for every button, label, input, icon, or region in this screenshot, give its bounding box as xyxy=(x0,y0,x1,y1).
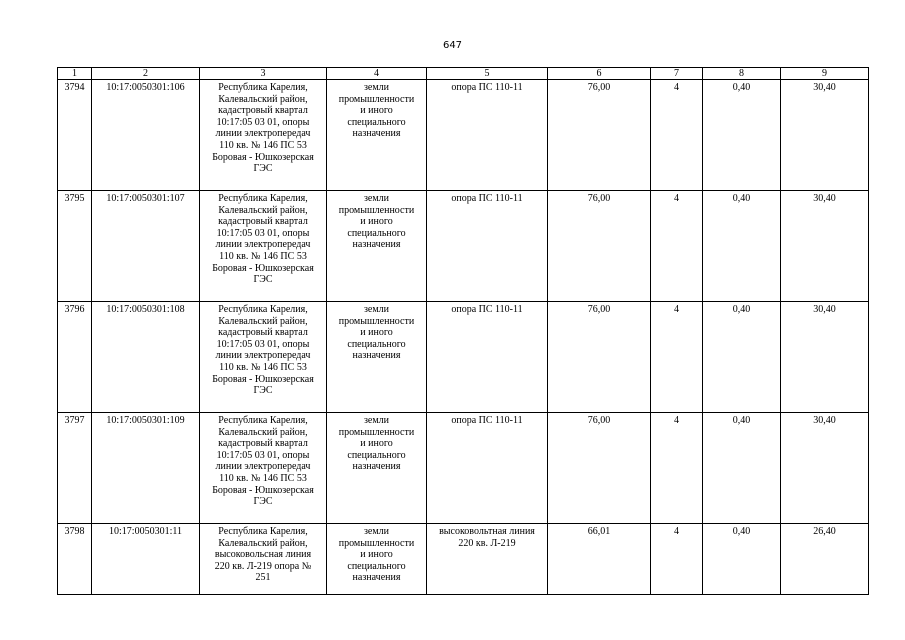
land-category-cell-line: назначения xyxy=(352,572,401,584)
location-cell-line: 110 кв. № 146 ПС 53 xyxy=(219,472,307,484)
location-cell-line: Боровая - Юшкозерская xyxy=(212,151,314,163)
location-cell-line: ГЭС xyxy=(253,385,273,397)
location-cell-line: Республика Карелия, xyxy=(218,193,308,204)
object-cell: опора ПС 110-11 xyxy=(427,80,548,191)
land-category-cell-line: земли xyxy=(363,526,390,537)
land-category-cell-line: назначения xyxy=(352,350,401,362)
location-cell-line: Калевальский район, xyxy=(218,426,308,438)
area-cell: 76,00 xyxy=(548,191,651,302)
cadastral-number-cell: 10:17:0050301:107 xyxy=(92,191,200,302)
location-cell-line: Калевальский район, xyxy=(218,93,308,105)
object-cell xyxy=(427,524,548,595)
location-cell xyxy=(200,80,327,191)
column-7-cell: 4 xyxy=(651,191,703,302)
object-cell: опора ПС 110-11 xyxy=(427,413,548,524)
land-category-cell-line: и иного xyxy=(360,549,393,561)
land-category-cell-line: назначения xyxy=(352,128,401,140)
location-cell-line: Боровая - Юшкозерская xyxy=(212,484,314,496)
column-9-cell: 30,40 xyxy=(781,413,869,524)
area-cell: 76,00 xyxy=(548,80,651,191)
table-row xyxy=(58,191,869,302)
row-number-cell: 3798 xyxy=(58,524,92,595)
location-cell xyxy=(200,191,327,302)
location-cell-line: линии электропередач xyxy=(215,461,311,473)
land-category-cell-line: специального xyxy=(347,449,406,461)
column-7-cell: 4 xyxy=(651,413,703,524)
land-category-cell xyxy=(327,413,427,524)
column-8-cell: 0,40 xyxy=(703,413,781,524)
location-cell xyxy=(200,302,327,413)
land-category-cell-line: земли xyxy=(363,304,390,315)
column-7-cell: 4 xyxy=(651,80,703,191)
land-category-cell-line: специального xyxy=(347,116,406,128)
location-cell-line: Калевальский район, xyxy=(218,204,308,216)
object-cell-line: высоковольтная линия xyxy=(439,526,535,537)
column-number-5: 5 xyxy=(427,68,548,80)
area-cell: 66,01 xyxy=(548,524,651,595)
column-number-row xyxy=(58,68,869,80)
location-cell-line: ГЭС xyxy=(253,163,273,175)
column-number-4: 4 xyxy=(327,68,427,80)
row-number-cell: 3797 xyxy=(58,413,92,524)
location-cell-line: ГЭС xyxy=(253,496,273,508)
column-number-6: 6 xyxy=(548,68,651,80)
row-number-cell: 3794 xyxy=(58,80,92,191)
cadastral-number-cell: 10:17:0050301:11 xyxy=(92,524,200,595)
location-cell-line: 110 кв. № 146 ПС 53 xyxy=(219,139,307,151)
location-cell-line: Республика Карелия, xyxy=(218,304,308,315)
location-cell-line: Республика Карелия, xyxy=(218,82,308,93)
column-number-1: 1 xyxy=(58,68,92,80)
column-7-cell: 4 xyxy=(651,302,703,413)
location-cell-line: кадастровый квартал xyxy=(218,327,308,339)
location-cell-line: высоковольсная линия xyxy=(214,549,312,561)
land-category-cell-line: промышленности xyxy=(338,426,415,438)
land-category-cell-line: назначения xyxy=(352,239,401,251)
column-8-cell: 0,40 xyxy=(703,524,781,595)
land-category-cell-line: и иного xyxy=(360,327,393,339)
location-cell-line: Боровая - Юшкозерская xyxy=(212,373,314,385)
cadastral-number-cell: 10:17:0050301:106 xyxy=(92,80,200,191)
location-cell xyxy=(200,524,327,595)
location-cell-line: 251 xyxy=(255,572,271,584)
land-category-cell xyxy=(327,524,427,595)
column-8-cell: 0,40 xyxy=(703,191,781,302)
object-cell-line: 220 кв. Л-219 xyxy=(458,537,516,549)
column-number-2: 2 xyxy=(92,68,200,80)
land-category-cell-line: специального xyxy=(347,560,406,572)
table-row xyxy=(58,302,869,413)
land-category-cell-line: специального xyxy=(347,338,406,350)
land-category-cell-line: и иного xyxy=(360,216,393,228)
object-cell: опора ПС 110-11 xyxy=(427,191,548,302)
column-number-8: 8 xyxy=(703,68,781,80)
location-cell-line: линии электропередач xyxy=(215,350,311,362)
location-cell-line: Республика Карелия, xyxy=(218,526,308,537)
column-9-cell: 26,40 xyxy=(781,524,869,595)
location-cell-line: 10:17:05 03 01, опоры xyxy=(216,116,310,128)
location-cell-line: Калевальский район, xyxy=(218,537,308,549)
location-cell xyxy=(200,413,327,524)
row-number-cell: 3796 xyxy=(58,302,92,413)
location-cell-line: 10:17:05 03 01, опоры xyxy=(216,338,310,350)
table-row xyxy=(58,524,869,595)
location-cell-line: Боровая - Юшкозерская xyxy=(212,262,314,274)
area-cell: 76,00 xyxy=(548,413,651,524)
land-category-cell xyxy=(327,302,427,413)
location-cell-line: 10:17:05 03 01, опоры xyxy=(216,449,310,461)
land-category-cell-line: назначения xyxy=(352,461,401,473)
location-cell-line: кадастровый квартал xyxy=(218,216,308,228)
location-cell-line: 110 кв. № 146 ПС 53 xyxy=(219,361,307,373)
location-cell-line: 10:17:05 03 01, опоры xyxy=(216,227,310,239)
column-8-cell: 0,40 xyxy=(703,80,781,191)
land-category-cell-line: промышленности xyxy=(338,315,415,327)
column-9-cell: 30,40 xyxy=(781,191,869,302)
column-number-7: 7 xyxy=(651,68,703,80)
location-cell-line: Калевальский район, xyxy=(218,315,308,327)
location-cell-line: линии электропередач xyxy=(215,239,311,251)
table-row xyxy=(58,413,869,524)
column-9-cell: 30,40 xyxy=(781,80,869,191)
land-category-cell-line: промышленности xyxy=(338,204,415,216)
land-category-cell-line: земли xyxy=(363,193,390,204)
table-body xyxy=(58,80,869,595)
location-cell-line: кадастровый квартал xyxy=(218,105,308,117)
table-row xyxy=(58,80,869,191)
land-category-cell-line: промышленности xyxy=(338,93,415,105)
land-category-cell xyxy=(327,191,427,302)
land-category-cell xyxy=(327,80,427,191)
column-number-3: 3 xyxy=(200,68,327,80)
row-number-cell: 3795 xyxy=(58,191,92,302)
land-category-cell-line: специального xyxy=(347,227,406,239)
land-category-cell-line: и иного xyxy=(360,438,393,450)
location-cell-line: 110 кв. № 146 ПС 53 xyxy=(219,250,307,262)
column-8-cell: 0,40 xyxy=(703,302,781,413)
land-category-cell-line: земли xyxy=(363,82,390,93)
land-category-cell-line: и иного xyxy=(360,105,393,117)
land-category-cell-line: промышленности xyxy=(338,537,415,549)
column-7-cell: 4 xyxy=(651,524,703,595)
land-category-cell-line: земли xyxy=(363,415,390,426)
location-cell-line: ГЭС xyxy=(253,274,273,286)
location-cell-line: Республика Карелия, xyxy=(218,415,308,426)
page-number: 647 xyxy=(442,40,463,51)
column-number-9: 9 xyxy=(781,68,869,80)
location-cell-line: кадастровый квартал xyxy=(218,438,308,450)
object-cell: опора ПС 110-11 xyxy=(427,302,548,413)
cadastral-number-cell: 10:17:0050301:109 xyxy=(92,413,200,524)
location-cell-line: линии электропередач xyxy=(215,128,311,140)
column-9-cell: 30,40 xyxy=(781,302,869,413)
location-cell-line: 220 кв. Л-219 опора № xyxy=(214,560,312,572)
area-cell: 76,00 xyxy=(548,302,651,413)
cadastral-number-cell: 10:17:0050301:108 xyxy=(92,302,200,413)
land-plots-table xyxy=(57,67,869,595)
